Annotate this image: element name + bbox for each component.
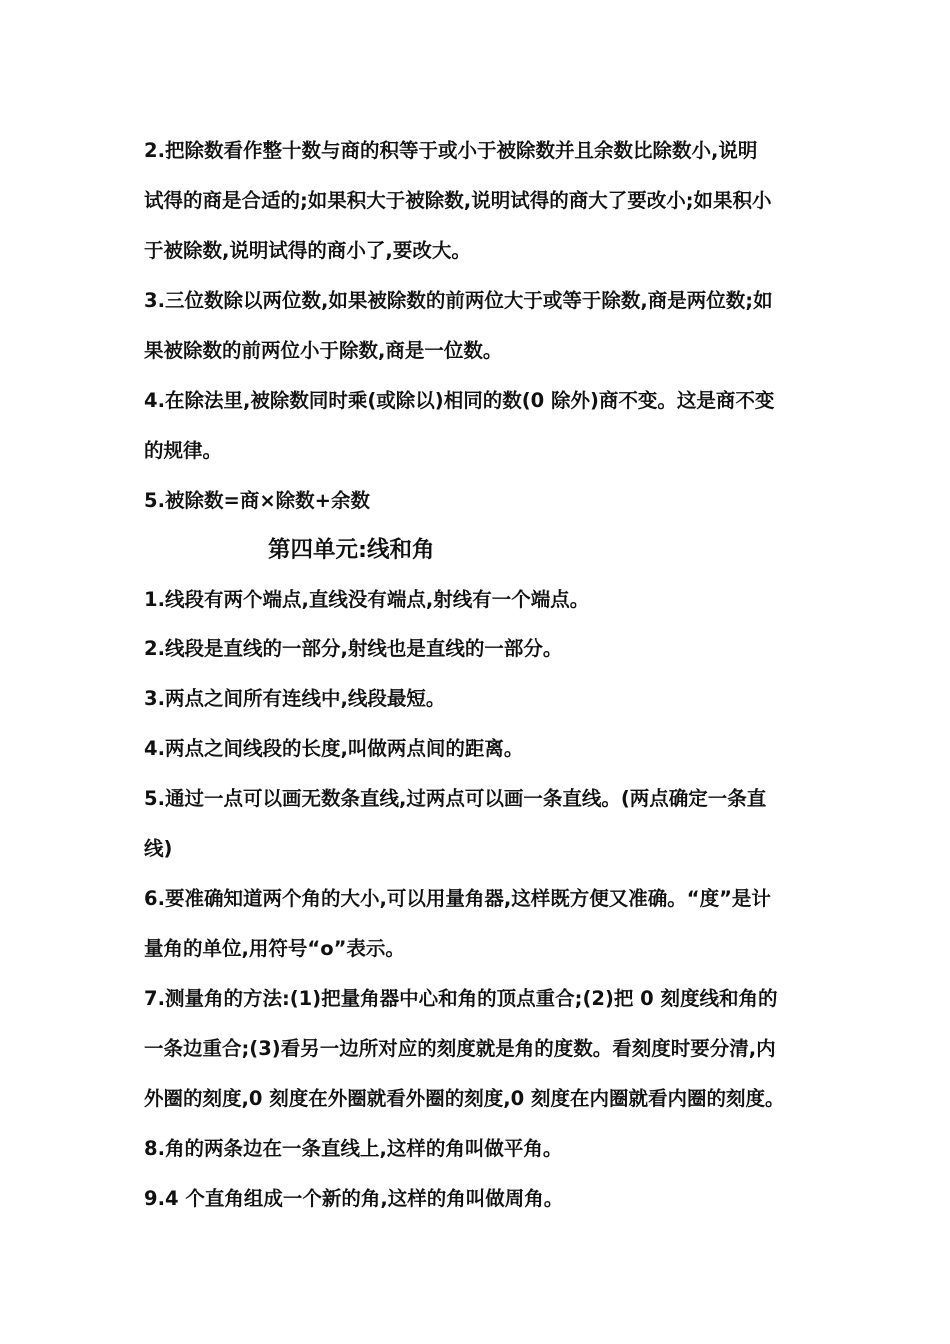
paragraph-line: 试得的商是合适的;如果积大于被除数,说明试得的商大了要改小;如果积小 — [144, 189, 772, 212]
paragraph-line: 一条边重合;(3)看另一边所对应的刻度就是角的度数。看刻度时要分清,内 — [144, 1037, 776, 1060]
paragraph-line: 外圈的刻度,0 刻度在外圈就看外圈的刻度,0 刻度在内圈就看内圈的刻度。 — [144, 1087, 785, 1110]
paragraph-line: 9.4 个直角组成一个新的角,这样的角叫做周角。 — [144, 1187, 564, 1210]
paragraph-line: 于被除数,说明试得的商小了,要改大。 — [144, 239, 471, 262]
paragraph-line: 4.在除法里,被除数同时乘(或除以)相同的数(0 除外)商不变。这是商不变 — [144, 389, 775, 412]
paragraph-line: 量角的单位,用符号“o”表示。 — [144, 937, 405, 960]
paragraph-line: 4.两点之间线段的长度,叫做两点间的距离。 — [144, 737, 524, 760]
section-heading: 第四单元:线和角 — [268, 537, 435, 563]
paragraph-line: 6.要准确知道两个角的大小,可以用量角器,这样既方便又准确。“度”是计 — [144, 887, 771, 910]
paragraph-line: 8.角的两条边在一条直线上,这样的角叫做平角。 — [144, 1137, 563, 1160]
paragraph-line: 线) — [144, 837, 173, 860]
paragraph-line: 3.两点之间所有连线中,线段最短。 — [144, 687, 446, 710]
paragraph-line: 2.把除数看作整十数与商的积等于或小于被除数并且余数比除数小,说明 — [144, 139, 758, 162]
paragraph-line: 果被除数的前两位小于除数,商是一位数。 — [144, 339, 503, 362]
paragraph-line: 的规律。 — [144, 439, 223, 462]
paragraph-line: 5.被除数=商×除数+余数 — [144, 489, 370, 512]
paragraph-line: 3.三位数除以两位数,如果被除数的前两位大于或等于除数,商是两位数;如 — [144, 289, 773, 312]
paragraph-line: 2.线段是直线的一部分,射线也是直线的一部分。 — [144, 637, 563, 660]
paragraph-line: 5.通过一点可以画无数条直线,过两点可以画一条直线。(两点确定一条直 — [144, 787, 767, 810]
paragraph-line: 1.线段有两个端点,直线没有端点,射线有一个端点。 — [144, 588, 590, 611]
paragraph-line: 7.测量角的方法:(1)把量角器中心和角的顶点重合;(2)把 0 刻度线和角的 — [144, 987, 778, 1010]
